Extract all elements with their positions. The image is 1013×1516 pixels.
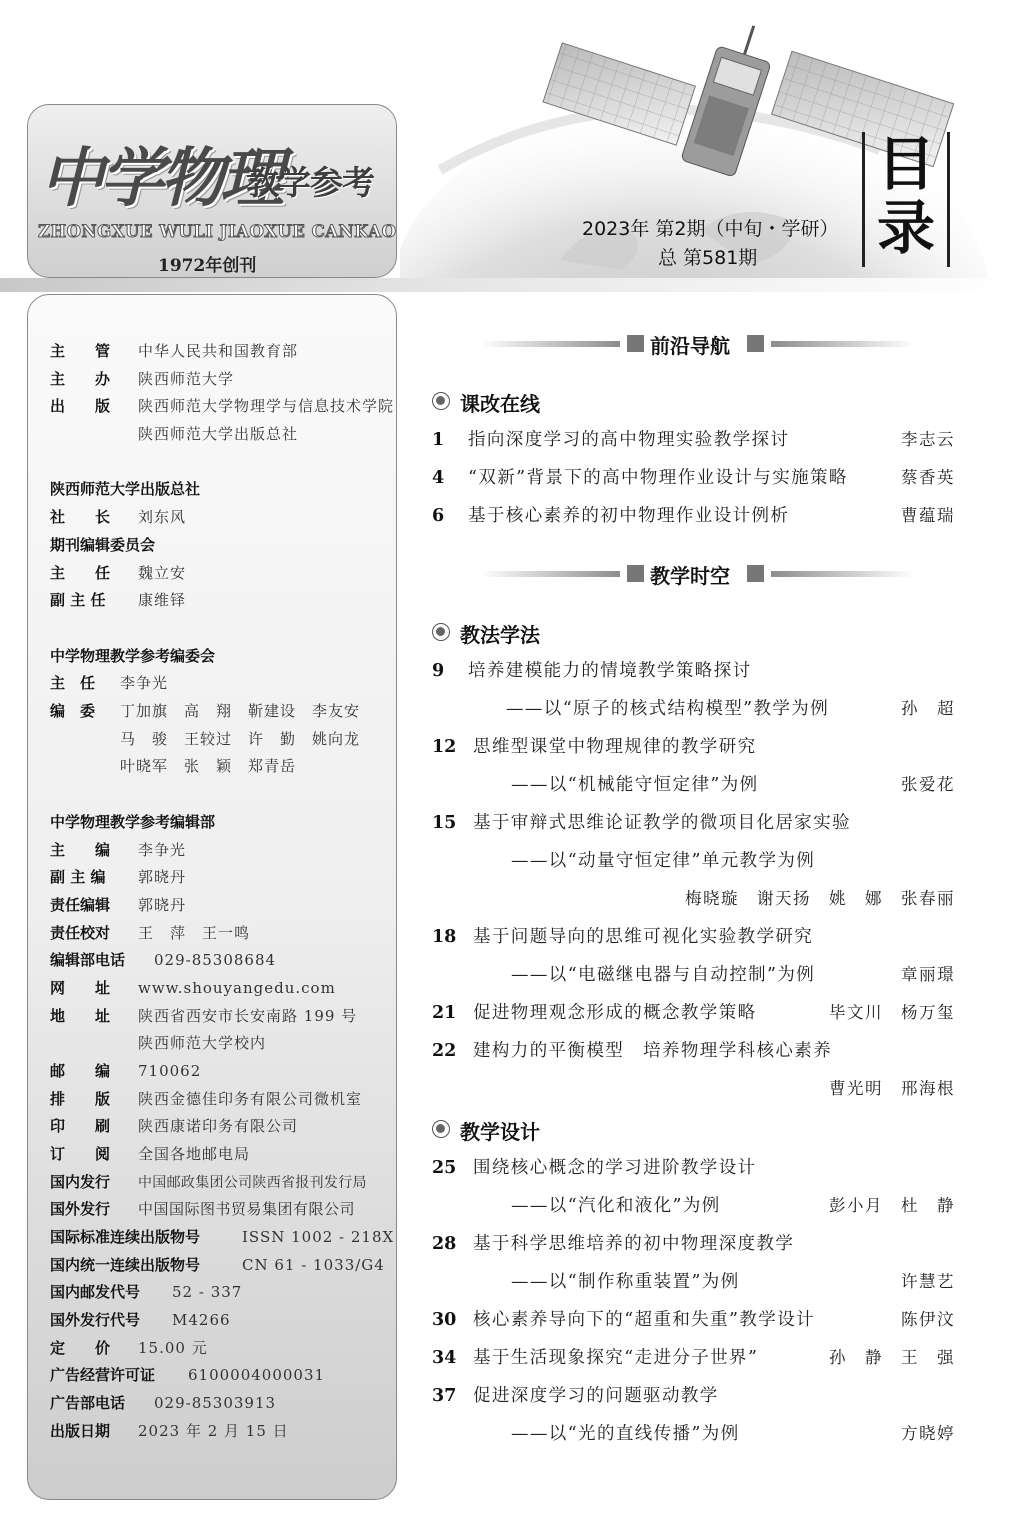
- info-row: 定 价 15.00 元: [50, 1339, 208, 1357]
- info-row: 印 刷 陕西康诺印务有限公司: [50, 1117, 299, 1135]
- info-row: 主 编 李争光: [50, 841, 187, 859]
- article-author: 蔡香英: [901, 468, 955, 487]
- info-row: 广告部电话 029-85303913: [50, 1394, 277, 1412]
- article-subtitle: ——以“光的直线传播”为例: [511, 1424, 740, 1444]
- journal-logo: [27, 104, 397, 278]
- info-row: 出 版 陕西师范大学物理学与信息技术学院: [50, 397, 395, 415]
- article-title: 指向深度学习的高中物理实验教学探讨: [468, 430, 790, 450]
- info-row: 主 任 魏立安: [50, 564, 187, 582]
- founded-year: 1972年创刊: [158, 256, 257, 276]
- article-author: 张爱花: [901, 775, 955, 794]
- info-row: 副 主 任 康维铎: [50, 591, 187, 609]
- page-number: 4: [432, 468, 445, 488]
- article-author: 毕文川 杨万玺: [829, 1003, 955, 1022]
- article-title: 基于审辩式思维论证教学的微项目化居家实验: [473, 813, 851, 833]
- page-number: 18: [432, 927, 457, 947]
- masthead-info-panel: [27, 294, 397, 1500]
- article-subtitle: ——以“动量守恒定律”单元教学为例: [511, 851, 816, 871]
- info-row: 编 委 丁加旗 高 翔 靳建设 李友安: [50, 702, 361, 720]
- page-number: 30: [432, 1310, 457, 1330]
- total-issue-number: 总 第581期: [658, 247, 758, 269]
- committee-heading: 期刊编辑委员会: [50, 536, 156, 554]
- info-row: 国外发行 中国国际图书贸易集团有限公司: [50, 1200, 356, 1218]
- info-row: 国外发行代号 M4266: [50, 1311, 231, 1329]
- article-subtitle: ——以“汽化和液化”为例: [511, 1196, 721, 1216]
- info-row: 主 任 李争光: [50, 674, 169, 692]
- circle-bullet-icon: [432, 623, 450, 641]
- page-number: 1: [432, 430, 445, 450]
- info-row: 主 管 中华人民共和国教育部: [50, 342, 299, 360]
- page-number: 6: [432, 506, 445, 526]
- circle-bullet-icon: [432, 1120, 450, 1138]
- info-row: 邮 编 710062: [50, 1062, 202, 1080]
- article-author: 李志云: [901, 430, 955, 449]
- page-number: 12: [432, 737, 457, 757]
- article-author: 梅晓璇 谢天扬 姚 娜 张春丽: [685, 889, 955, 908]
- editorial-board-heading: 中学物理教学参考编委会: [50, 647, 216, 665]
- article-author: 曹蕴瑞: [901, 506, 955, 525]
- article-author: 章丽璟: [901, 965, 955, 984]
- toc-title-char-1: 目: [876, 130, 935, 198]
- article-title: 培养建模能力的情境教学策略探讨: [468, 661, 752, 681]
- article-title: 核心素养导向下的“超重和失重”教学设计: [473, 1310, 815, 1330]
- article-title: 基于科学思维培养的初中物理深度教学: [473, 1234, 795, 1254]
- article-author: 孙 静 王 强: [829, 1348, 955, 1367]
- article-title: 建构力的平衡模型 培养物理学科核心素养: [473, 1041, 833, 1061]
- column-title: 教学时空: [650, 564, 730, 588]
- page-number: 21: [432, 1003, 457, 1023]
- publisher-heading: 陕西师范大学出版总社: [50, 480, 201, 498]
- page-number: 15: [432, 813, 457, 833]
- info-row: 责任校对 王 萍 王一鸣: [50, 924, 251, 942]
- column-band: [480, 333, 915, 358]
- info-row: 国际标准连续出版物号 ISSN 1002 - 218X: [50, 1228, 395, 1246]
- article-subtitle: ——以“制作称重装置”为例: [511, 1272, 740, 1292]
- article-author: 曹光明 邢海根: [829, 1079, 955, 1098]
- logo-subtitle: 教学参考: [246, 163, 374, 202]
- toc-title-char-2: 录: [876, 194, 935, 262]
- article-author: 方晓婷: [901, 1424, 955, 1443]
- info-row: 订 阅 全国各地邮电局: [50, 1145, 251, 1163]
- info-row: 社 长 刘东风: [50, 508, 187, 526]
- article-title: 促进物理观念形成的概念教学策略: [473, 1003, 757, 1023]
- info-row: 副 主 编 郭晓丹: [50, 868, 187, 886]
- article-title: 基于核心素养的初中物理作业设计例析: [468, 506, 790, 526]
- logo-pinyin: ZHONGXUE WULI JIAOXUE CANKAO: [38, 222, 397, 241]
- info-row: 陕西师范大学出版总社: [138, 425, 299, 443]
- info-row: 出版日期 2023 年 2 月 15 日: [50, 1422, 289, 1440]
- logo-chinese-title: 中学物理: [40, 141, 280, 216]
- article-author: 陈伊汶: [901, 1310, 955, 1329]
- info-row: 国内邮发代号 52 - 337: [50, 1283, 243, 1301]
- info-row: 马 骏 王较过 许 勤 姚向龙: [120, 730, 361, 748]
- article-title: 基于问题导向的思维可视化实验教学研究: [473, 927, 814, 947]
- page-number: 28: [432, 1234, 457, 1254]
- article-author: 彭小月 杜 静: [829, 1196, 955, 1215]
- info-row: 地 址 陕西省西安市长安南路 199 号: [50, 1007, 358, 1025]
- editorial-dept-heading: 中学物理教学参考编辑部: [50, 813, 216, 831]
- article-subtitle: ——以“原子的核式结构模型”教学为例: [506, 699, 830, 719]
- info-row: 叶晓军 张 颖 郑青岳: [120, 757, 297, 775]
- article-author: 许慧艺: [901, 1272, 955, 1291]
- info-row: 主 办 陕西师范大学: [50, 370, 235, 388]
- article-title: 思维型课堂中物理规律的教学研究: [473, 737, 757, 757]
- issue-number: 2023年 第2期（中旬・学研）: [582, 218, 839, 240]
- header-divider: [0, 278, 1013, 292]
- page-number: 37: [432, 1386, 457, 1406]
- table-of-contents-title: [862, 132, 950, 267]
- article-author: 孙 超: [901, 699, 955, 718]
- info-row: 陕西师范大学校内: [138, 1034, 267, 1052]
- info-row: 责任编辑 郭晓丹: [50, 896, 187, 914]
- article-title: 促进深度学习的问题驱动教学: [473, 1386, 719, 1406]
- info-row: 广告经营许可证 6100004000031: [50, 1366, 326, 1384]
- article-title: “双新”背景下的高中物理作业设计与实施策略: [468, 468, 848, 488]
- article-subtitle: ——以“机械能守恒定律”为例: [511, 775, 759, 795]
- masthead: [0, 0, 1013, 295]
- article-subtitle: ——以“电磁继电器与自动控制”为例: [511, 965, 816, 985]
- page-number: 22: [432, 1041, 457, 1061]
- column-band: [480, 563, 915, 588]
- circle-bullet-icon: [432, 392, 450, 410]
- info-row: 国内发行 中国邮政集团公司陕西省报刊发行局: [50, 1173, 367, 1191]
- article-title: 围绕核心概念的学习进阶教学设计: [473, 1158, 757, 1178]
- page-number: 25: [432, 1158, 457, 1178]
- page-number: 34: [432, 1348, 457, 1368]
- article-title: 基于生活现象探究“走进分子世界”: [473, 1348, 759, 1368]
- column-title: 前沿导航: [650, 334, 730, 358]
- page-number: 9: [432, 661, 445, 681]
- info-row: 网 址 www.shouyangedu.com: [50, 979, 336, 997]
- info-row: 编辑部电话 029-85308684: [50, 951, 277, 969]
- info-row: 国内统一连续出版物号 CN 61 - 1033/G4: [50, 1256, 385, 1274]
- info-row: 排 版 陕西金德佳印务有限公司微机室: [50, 1090, 363, 1108]
